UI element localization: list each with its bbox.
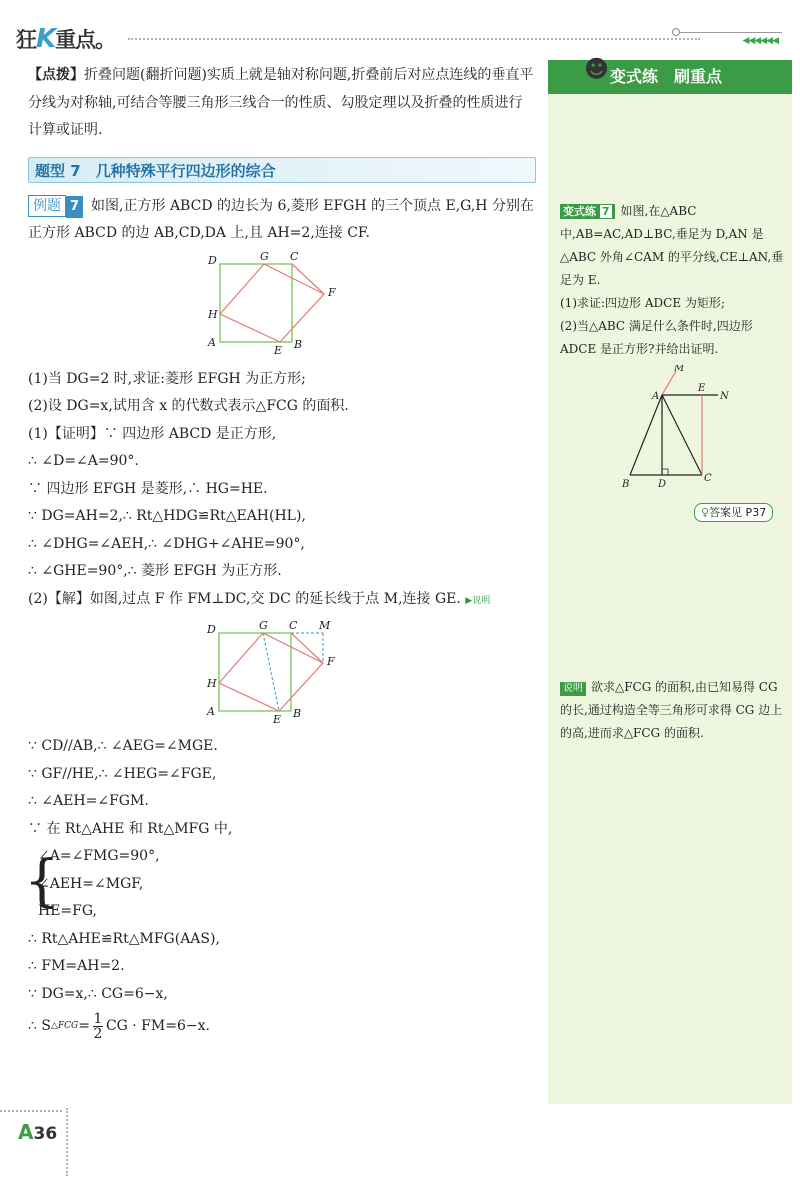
header-arrows-icon: ◀◀◀◀◀◀ [742, 36, 778, 46]
side-header [548, 55, 792, 94]
label-H: H [208, 307, 218, 321]
note-tag: 说明 [560, 682, 586, 696]
proof-line-5: ∴ ∠GHE=90°,∴ 菱形 EFGH 为正方形. [28, 563, 282, 579]
vlabel-C: C [704, 473, 712, 484]
solution-line-3: ∴ ∠AEH=∠FGM. [28, 793, 149, 809]
solution2-line-1: ∴ Rt△AHE≌Rt△MFG(AAS), [28, 930, 220, 947]
footer-dotted-rule [0, 1110, 62, 1112]
variant-problem [560, 200, 786, 495]
proof-head: (1)【证明】∵ 四边形 ABCD 是正方形, [28, 425, 277, 442]
main-column [24, 62, 536, 1042]
variant-tag: 变式练 7 [560, 204, 615, 219]
header-circle-icon [672, 28, 680, 36]
vlabel-D: D [658, 479, 667, 490]
formula-post: CG · FM=6−x. [105, 1017, 210, 1034]
brace-line-3: HE=FG, [38, 903, 98, 919]
label2-D: D [207, 623, 216, 636]
fraction-den: 2 [93, 1026, 103, 1042]
variant-stem-text: 如图,在△ABC 中,AB=AC,AD⊥BC,垂足为 D,AN 是△ABC 外角∠CAM 的平分线,CE⊥AN,垂足为 E. [560, 204, 784, 287]
label2-B: B [293, 707, 302, 720]
solution-head-text: (2)【解】如图,过点 F 作 FM⊥DC,交 DC 的延长线于点 M,连接 GE. [28, 590, 461, 607]
tip-paragraph [28, 62, 536, 145]
label2-F: F [327, 655, 335, 668]
header-dotted-rule [128, 38, 700, 40]
solution-head [28, 586, 536, 616]
label-G: G [260, 251, 269, 263]
variant-stem [560, 200, 786, 292]
section-title: 题型 7 几种特殊平行四边形的综合 [28, 157, 536, 183]
question-1: (1)当 DG=2 时,求证:菱形 EFGH 为正方形; [28, 370, 306, 387]
pin-icon: ♀ [701, 506, 710, 519]
example-tag: 例题 [28, 195, 66, 217]
label-D: D [208, 253, 217, 267]
variant-q1: (1)求证:四边形 ADCE 为矩形; [560, 296, 725, 310]
example-stem-text: 如图,正方形 ABCD 的边长为 6,菱形 EFGH 的三个顶点 E,G,H 分别在正方形 ABCD 的边 AB,CD,DA 上,且 AH=2,连接 CF. [28, 197, 534, 241]
answer-text: 答案见 P37 [709, 506, 767, 519]
brace-system [24, 843, 536, 926]
label2-H: H [207, 677, 217, 690]
brand-logo: 狂K重点。 [16, 24, 116, 54]
fraction-num: 1 [93, 1011, 103, 1027]
proof-line-4: ∴ ∠DHG=∠AEH,∴ ∠DHG+∠AHE=90°, [28, 535, 305, 552]
proof-line-1: ∴ ∠D=∠A=90°. [28, 453, 139, 469]
student-icon: ☻ [584, 55, 610, 83]
brace-icon: { [24, 849, 60, 914]
solution2-line-2: ∴ FM=AH=2. [28, 958, 125, 974]
label2-A: A [207, 705, 215, 718]
brace-line-1: ∠A=∠FMG=90°, [38, 848, 160, 864]
vlabel-B: B [622, 479, 630, 490]
final-formula [28, 1012, 536, 1041]
solution2-line-3: ∵ DG=x,∴ CG=6−x, [28, 985, 168, 1002]
vlabel-M: M [674, 365, 685, 374]
footer-vertical-dots [66, 1108, 68, 1176]
example-stem [28, 193, 536, 248]
page-a-icon: A [18, 1120, 34, 1144]
vlabel-E: E [698, 383, 706, 394]
figure-1 [202, 252, 362, 362]
explain-note [560, 676, 786, 745]
label2-M: M [319, 621, 331, 632]
tip-label: 【点拨】 [28, 67, 84, 83]
formula-sub: △FCG [50, 1020, 79, 1031]
fraction [93, 1012, 103, 1041]
page-number: A36 [18, 1120, 58, 1144]
label-C: C [290, 251, 299, 263]
figure-2 [197, 621, 367, 731]
formula-s: ∴ S [28, 1017, 51, 1034]
proof-line-3: ∵ DG=AH=2,∴ Rt△HDG≌Rt△EAH(HL), [28, 508, 306, 524]
label2-G: G [259, 621, 268, 632]
example-number: 7 [66, 196, 83, 218]
label-B: B [294, 337, 303, 351]
header-rule [678, 32, 782, 33]
label-A: A [208, 335, 216, 349]
side-title: 变式练 刷重点 [610, 67, 723, 86]
solution-line-4: ∵ 在 Rt△AHE 和 Rt△MFG 中, [28, 820, 233, 837]
side-column [548, 55, 792, 1104]
label2-C: C [289, 621, 298, 632]
vlabel-N: N [720, 391, 729, 402]
note-text: 欲求△FCG 的面积,由已知易得 CG 的长,通过构造全等三角形可求得 CG 边上的高,进而求△FCG 的面积. [560, 680, 783, 740]
formula-eq: = [78, 1017, 90, 1034]
proof-line-2: ∵ 四边形 EFGH 是菱形,∴ HG=HE. [28, 480, 268, 497]
variant-q2: (2)当△ABC 满足什么条件时,四边形 ADCE 是正方形?并给出证明. [560, 319, 753, 356]
vlabel-A: A [652, 391, 660, 402]
solution-line-2: ∵ GF//HE,∴ ∠HEG=∠FGE, [28, 765, 217, 782]
explain-link[interactable]: ▶说明 [465, 595, 491, 606]
tip-text: 折叠问题(翻折问题)实质上就是轴对称问题,折叠前后对应点连线的垂直平分线为对称轴,可结合等腰三角形三线合一的性质、勾股定理以及折叠的性质进行计算或证明. [28, 67, 534, 138]
answer-reference[interactable] [694, 503, 773, 522]
label2-E: E [273, 713, 282, 726]
solution-line-1: ∵ CD//AB,∴ ∠AEG=∠MGE. [28, 738, 218, 754]
label-F: F [328, 285, 336, 299]
variant-figure [618, 365, 758, 495]
brace-line-2: ∠AEH=∠MGF, [38, 875, 144, 892]
question-2: (2)设 DG=x,试用含 x 的代数式表示△FCG 的面积. [28, 398, 349, 414]
label-E: E [274, 343, 283, 357]
